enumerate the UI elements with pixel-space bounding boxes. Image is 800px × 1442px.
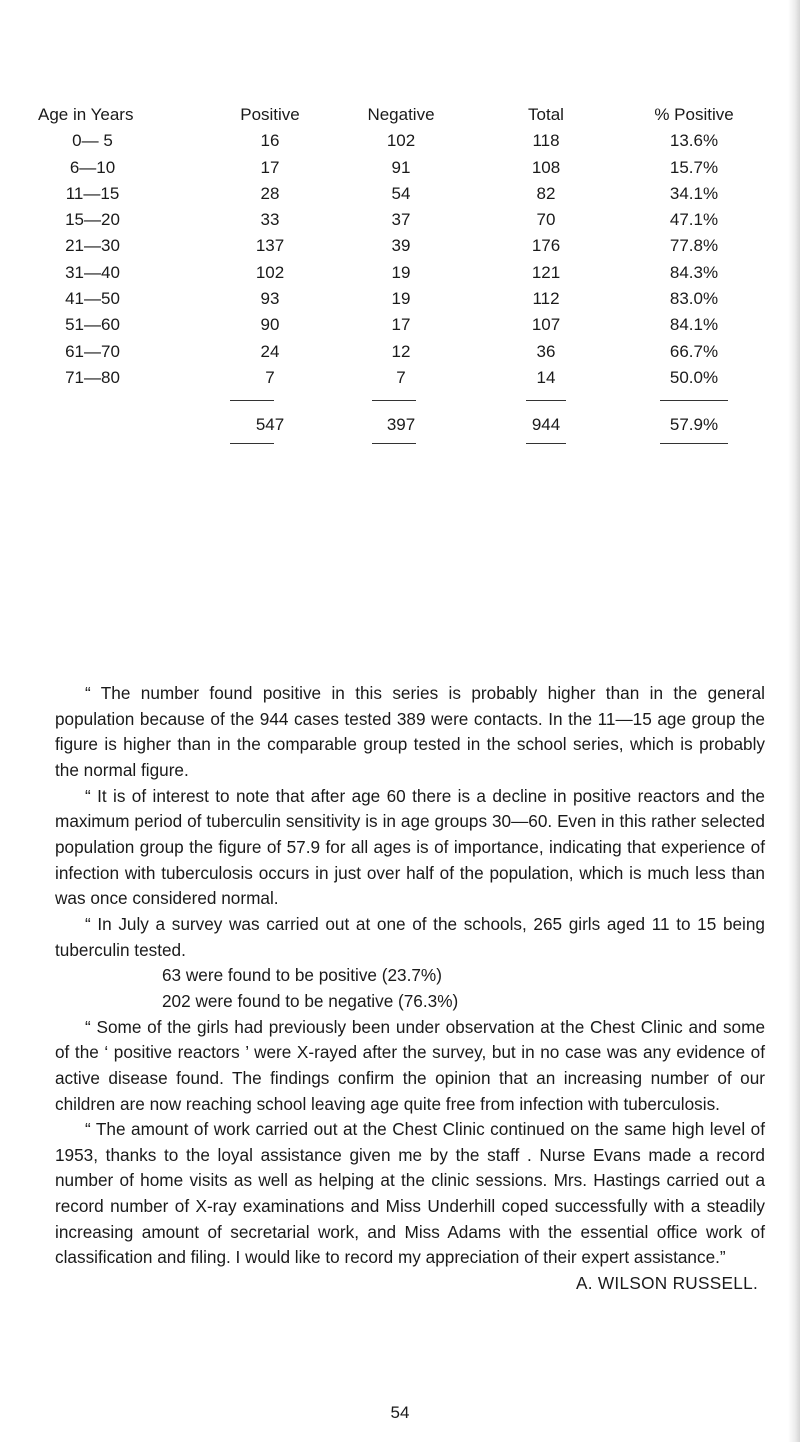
cell-age: 31—40 — [65, 262, 120, 282]
table-row — [36, 233, 776, 259]
total-total: 944 — [531, 415, 561, 435]
header-age: Age in Years — [38, 105, 134, 124]
cell-total: 108 — [531, 157, 561, 177]
rule-positive-bottom — [230, 443, 274, 444]
cell-positive: 90 — [260, 315, 280, 335]
table-row — [36, 155, 776, 181]
rule-percent-bottom — [660, 443, 728, 444]
cell-total: 36 — [536, 341, 556, 361]
total-positive: 547 — [255, 415, 285, 435]
cell-age: 51—60 — [65, 315, 120, 335]
cell-percent-positive: 77.8% — [669, 236, 719, 256]
table-body — [36, 128, 776, 391]
cell-total: 14 — [536, 367, 556, 387]
table-header-row — [36, 102, 776, 128]
paragraph-chest-clinic-observation: “ Some of the girls had previously been under observation at the Chest Clinic and some of the ‘ positive reactors ’ were X-rayed after the survey, but in no case was any evidence of active disease found. The findings confirm the opinion that an increasing number of our children are now reaching school leaving age quite free from infection with tuberculosis. — [55, 1016, 765, 1114]
cell-negative: 39 — [391, 236, 411, 256]
header-percent-positive: % Positive — [654, 105, 734, 124]
cell-percent-positive: 34.1% — [669, 183, 719, 203]
cell-percent-positive: 84.3% — [669, 262, 719, 282]
cell-percent-positive: 83.0% — [669, 289, 719, 309]
cell-age: 61—70 — [65, 341, 120, 361]
cell-age: 71—80 — [65, 367, 120, 387]
page-edge-shadow — [788, 0, 800, 1442]
cell-percent-positive: 50.0% — [669, 367, 719, 387]
table-row — [36, 312, 776, 338]
total-rules-top — [36, 391, 776, 412]
table-row — [36, 286, 776, 312]
cell-age: 21—30 — [65, 236, 120, 256]
cell-age: 11—15 — [65, 183, 120, 203]
header-total: Total — [528, 105, 564, 124]
cell-negative: 19 — [391, 262, 411, 282]
paragraph-staff-acknowledgement: “ The amount of work carried out at the Chest Clinic continued on the same high level of 1953, thanks to the loyal assistance given me by the staff . Nurse Evans made a record number of home visits as well as helping at the clinic sessions. Mrs. Hastings carried out a record number of X-ray examinations and Miss Underhill coped successfully with a steadily increasing amount of secretarial work, and Miss Adams with the essential office work of classification and filing. I would like to record my appreciation of their expert assistance.” — [55, 1119, 765, 1268]
cell-total: 118 — [532, 131, 560, 151]
page-number: 54 — [390, 1403, 410, 1422]
cell-positive: 16 — [260, 131, 280, 151]
cell-positive: 93 — [260, 289, 280, 309]
line-negative-result: 202 were found to be negative (76.3%) — [162, 990, 459, 1011]
total-negative: 397 — [386, 415, 416, 435]
table-totals-row — [36, 412, 776, 438]
cell-positive: 33 — [260, 210, 280, 230]
header-positive: Positive — [240, 105, 300, 124]
cell-percent-positive: 66.7% — [669, 341, 719, 361]
report-text — [55, 681, 765, 1297]
cell-positive: 28 — [260, 183, 280, 203]
cell-negative: 17 — [391, 315, 411, 335]
table-row — [36, 339, 776, 365]
cell-negative: 19 — [391, 289, 411, 309]
cell-negative: 102 — [386, 131, 416, 151]
cell-negative: 91 — [391, 157, 411, 177]
cell-positive: 137 — [255, 236, 285, 256]
cell-percent-positive: 13.6% — [669, 131, 719, 151]
table-row — [36, 207, 776, 233]
line-positive-result: 63 were found to be positive (23.7%) — [162, 965, 442, 986]
table-row — [36, 365, 776, 391]
cell-age: 6—10 — [69, 157, 116, 177]
rule-negative-top — [372, 400, 416, 401]
tuberculin-results-table — [36, 102, 776, 449]
paragraph-general-population: “ The number found positive in this series is probably higher than in the general population because of the 944 cases tested 389 were contacts. In the 11—15 age group the figure is higher than in the comparable group tested in the school series, which is probably the normal figure. — [55, 683, 765, 780]
table-row — [36, 260, 776, 286]
total-percent-positive: 57.9% — [669, 415, 719, 435]
cell-percent-positive: 47.1% — [669, 210, 719, 230]
paragraph-school-survey: “ In July a survey was carried out at one of the schools, 265 girls aged 11 to 15 being tuberculin tested. — [55, 913, 765, 960]
cell-total: 176 — [531, 236, 561, 256]
cell-total: 107 — [531, 315, 561, 335]
cell-percent-positive: 15.7% — [669, 157, 719, 177]
paragraph-decline-after-60: “ It is of interest to note that after age 60 there is a decline in positive reactors and the maximum period of tuberculin sensitivity is in age groups 30—60. Even in this rather selected population group the figure of 57.9 for all ages is of importance, indicating that experience of infection with tuberculosis occurs in just over half of the population, which is much less than was once considered normal. — [55, 785, 765, 909]
cell-positive: 7 — [265, 367, 275, 387]
rule-positive-top — [230, 400, 274, 401]
cell-negative: 7 — [396, 367, 406, 387]
rule-total-top — [526, 400, 566, 401]
rule-percent-top — [660, 400, 728, 401]
table-row — [36, 128, 776, 154]
cell-age: 0— 5 — [72, 131, 113, 151]
cell-positive: 102 — [255, 262, 285, 282]
cell-total: 112 — [532, 289, 560, 309]
cell-percent-positive: 84.1% — [669, 315, 719, 335]
total-rules-bottom — [36, 439, 776, 449]
cell-positive: 24 — [260, 341, 280, 361]
signature: A. WILSON RUSSELL. — [576, 1273, 759, 1294]
cell-total: 82 — [536, 183, 556, 203]
cell-negative: 12 — [391, 341, 411, 361]
cell-positive: 17 — [260, 157, 280, 177]
header-negative: Negative — [367, 105, 435, 124]
cell-total: 121 — [531, 262, 561, 282]
rule-total-bottom — [526, 443, 566, 444]
cell-negative: 37 — [391, 210, 411, 230]
cell-negative: 54 — [391, 183, 411, 203]
cell-age: 15—20 — [65, 210, 120, 230]
table-row — [36, 181, 776, 207]
cell-total: 70 — [536, 210, 556, 230]
rule-negative-bottom — [372, 443, 416, 444]
cell-age: 41—50 — [65, 289, 120, 309]
